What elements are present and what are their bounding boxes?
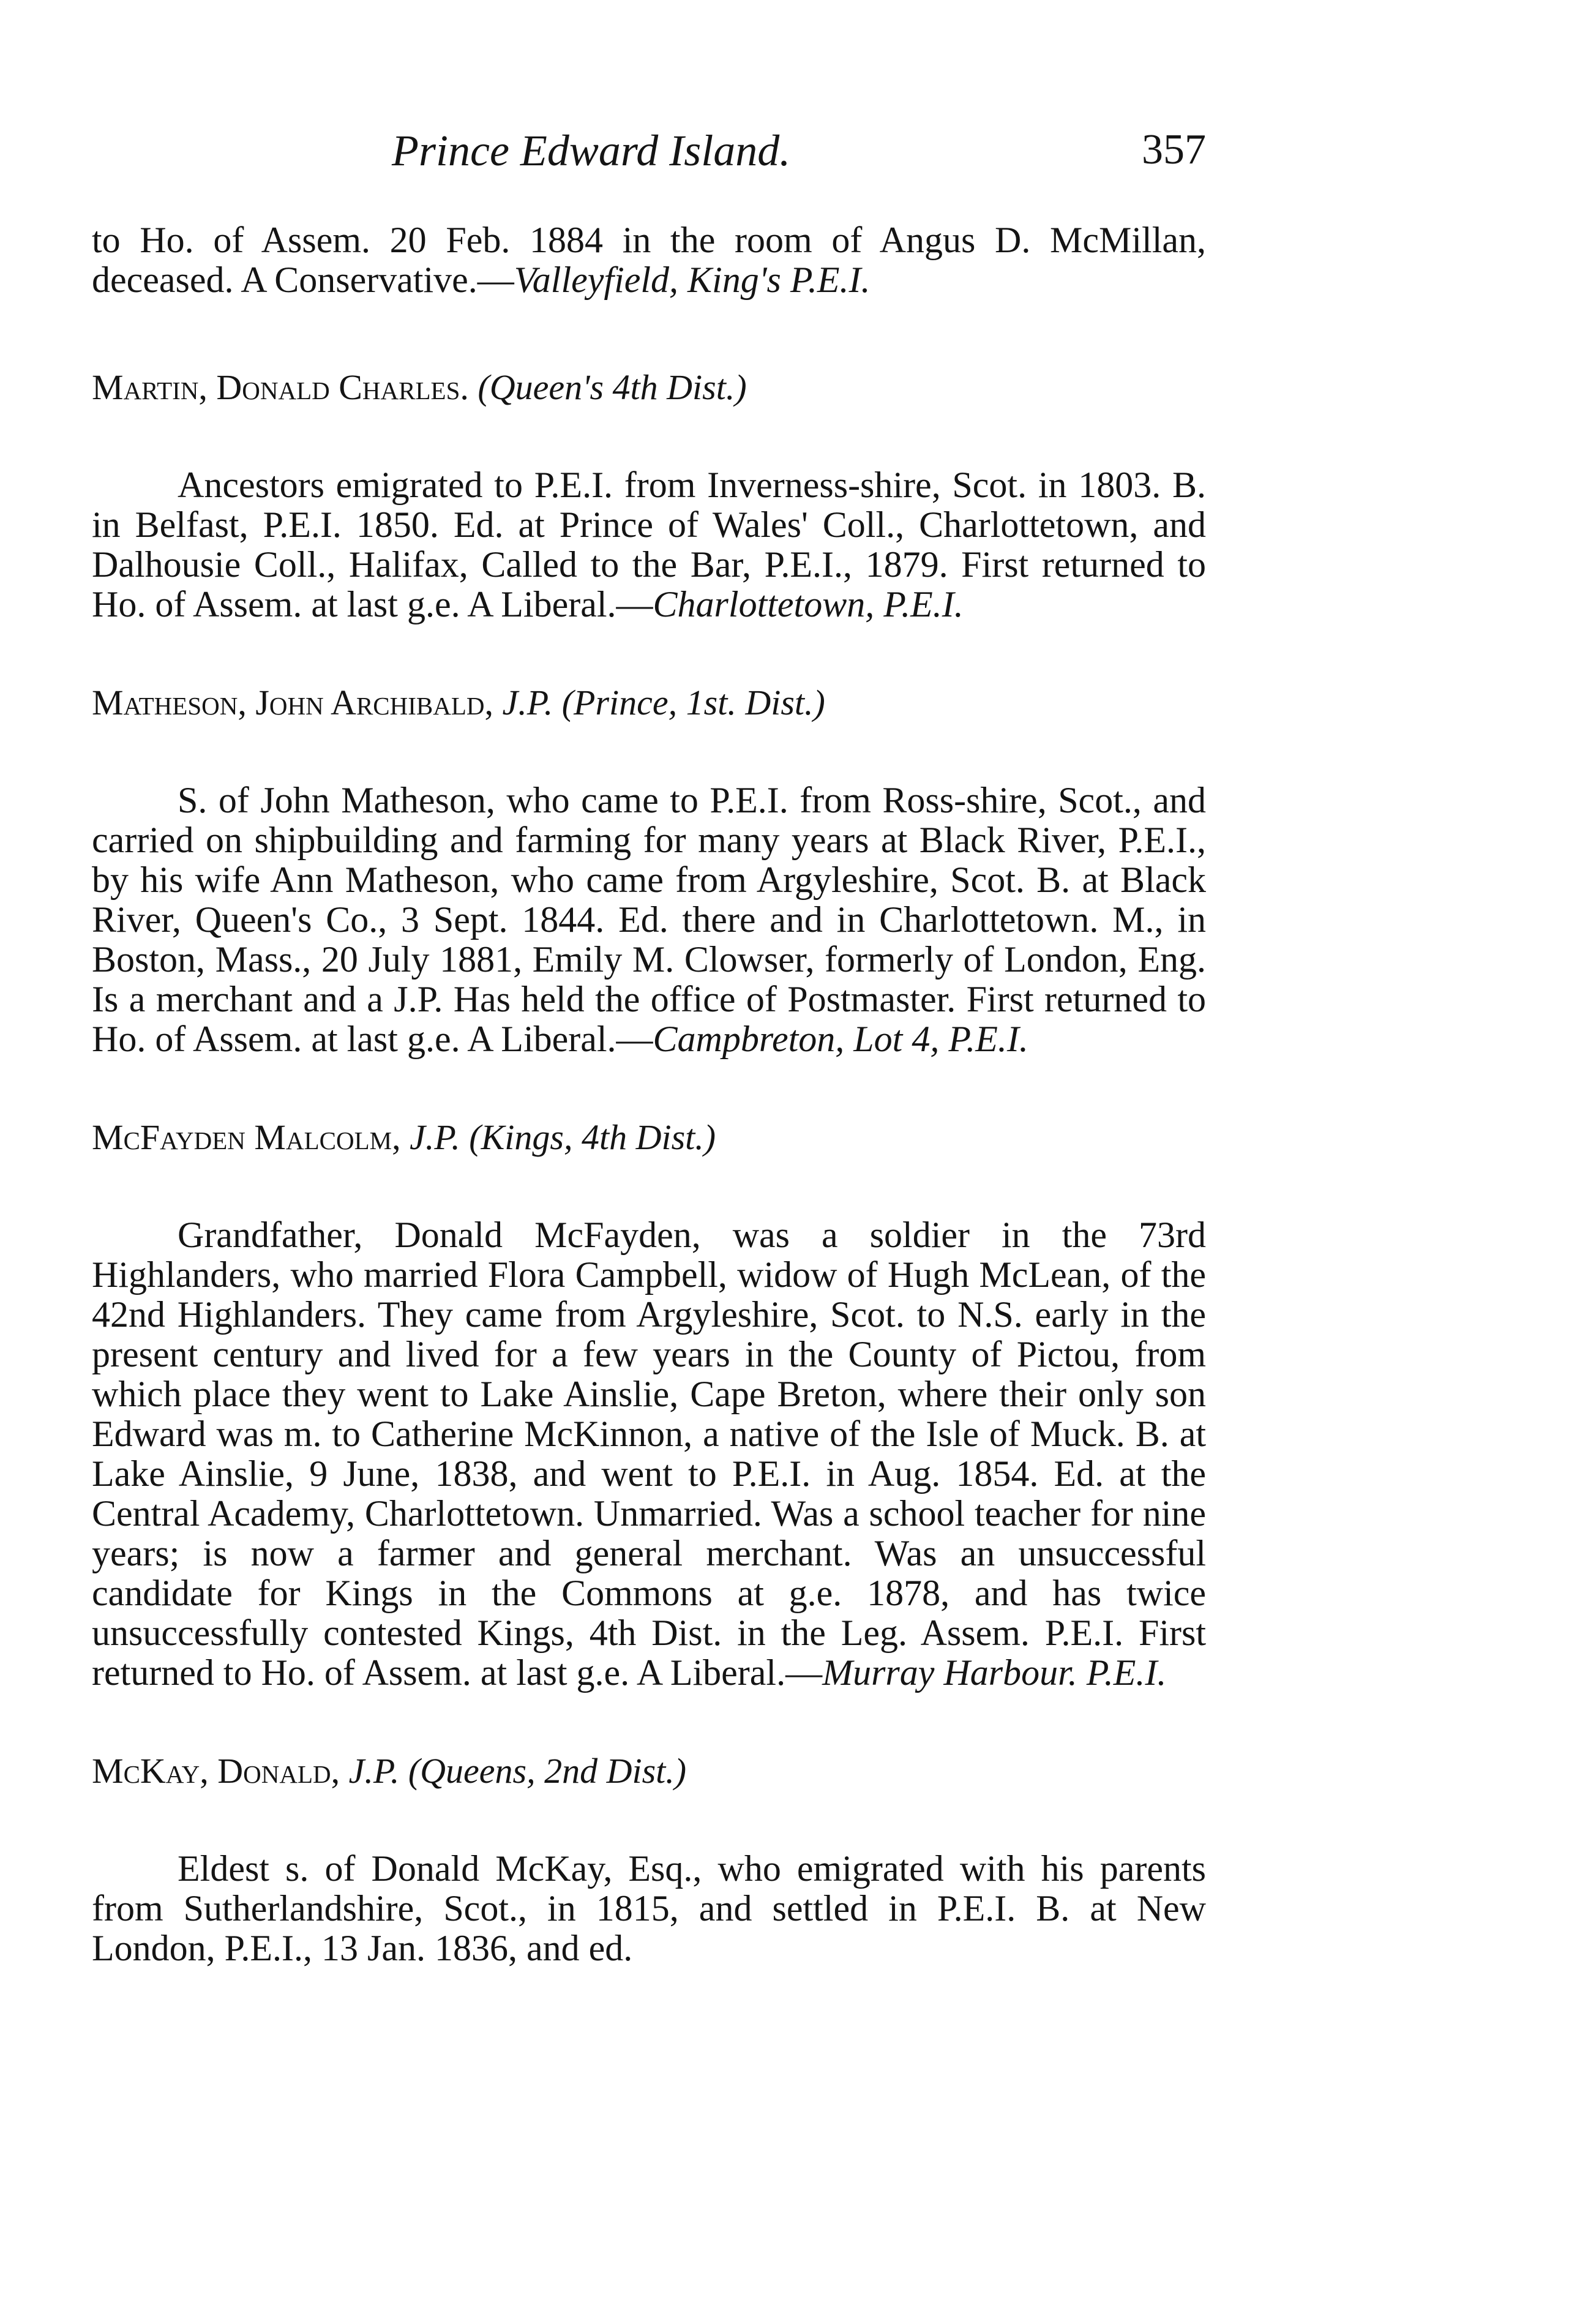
entry-post-nominal: J.P.: [348, 1751, 400, 1791]
page-number: 357: [1142, 126, 1206, 173]
entry-bio-text: Ancestors emigrated to P.E.I. from Inverness-shire, Scot. in 1803. B. in Belfast, P.E.I. 1850. Ed. at Prince of Wales' Coll., Charlottetown, and Dalhousie Coll., Halifax, Called to the Bar, P.E.I., 1879. First returned to Ho. of Assem. at last g.e. A Liberal.—: [92, 465, 1206, 624]
entry-given-names: Donald Charles.: [216, 367, 469, 407]
entry-bio-text: S. of John Matheson, who came to P.E.I. from Ross-shire, Scot., and carried on shipbuilding and farming for many years at Black River, P.E.I., by his wife Ann Matheson, who came from Argyleshire, Scot. B. at Black River, Queen's Co., 3 Sept. 1844. Ed. there and in Charlottetown. M., in Boston, Mass., 20 July 1881, Emily M. Clowser, formerly of London, Eng. Is a merchant and a J.P. Has held the office of Postmaster. First returned to Ho. of Assem. at last g.e. A Liberal.—: [92, 780, 1206, 1059]
entry-given-names: Donald,: [217, 1751, 340, 1791]
text-column: [92, 220, 1206, 2026]
entry-constituency: (Kings, 4th Dist.): [469, 1117, 716, 1157]
entry-constituency: (Queen's 4th Dist.): [478, 367, 747, 407]
continuation-text: to Ho. of Assem. 20 Feb. 1884 in the room of Angus D. McMillan, deceased. A Conservative.—: [92, 220, 1206, 300]
running-head: [92, 126, 1206, 181]
entry-heading: [92, 1117, 1206, 1157]
entry-bio-text: Grandfather, Donald McFayden, was a soldier in the 73rd Highlanders, who married Flora Campbell, widow of Hugh McLean, of the 42nd Highlanders. They came from Argyleshire, Scot. to N.S. early in the present century and lived for a few years in the County of Pictou, from which place they went to Lake Ainslie, Cape Breton, where their only son Edward was m. to Catherine McKinnon, a native of the Isle of Muck. B. at Lake Ainslie, 9 June, 1838, and went to P.E.I. in Aug. 1854. Ed. at the Central Academy, Charlottetown. Unmarried. Was a school teacher for nine years; is now a farmer and general merchant. Was an unsuccessful candidate for Kings in the Commons at g.e. 1878, and has twice unsuccessfully contested Kings, 4th Dist. in the Leg. Assem. P.E.I. First returned to Ho. of Assem. at last g.e. A Liberal.—: [92, 1215, 1206, 1693]
continuation-paragraph: [92, 220, 1206, 300]
entry-constituency: (Prince, 1st. Dist.): [561, 683, 825, 722]
entry-mckay: [92, 1751, 1206, 1968]
entry-heading: [92, 1751, 1206, 1791]
entry-surname: Martin,: [92, 367, 208, 407]
entry-surname: McKay,: [92, 1751, 209, 1791]
entry-heading: [92, 683, 1206, 722]
entry-given-names: Malcolm,: [254, 1117, 401, 1157]
entry-bio-text: Eldest s. of Donald McKay, Esq., who emigrated with his parents from Sutherlandshire, Scot., in 1815, and settled in P.E.I. B. at New London, P.E.I., 13 Jan. 1836, and ed.: [92, 1848, 1206, 1968]
entry-heading: [92, 367, 1206, 407]
entry-constituency: (Queens, 2nd Dist.): [408, 1751, 687, 1791]
entry-biography: [92, 781, 1206, 1059]
entry-address: Murray Harbour. P.E.I.: [822, 1652, 1167, 1693]
continuation-address: Valleyfield, King's P.E.I.: [514, 260, 871, 300]
entry-address: Campbreton, Lot 4, P.E.I.: [653, 1019, 1028, 1059]
entry-surname: McFayden: [92, 1117, 245, 1157]
entry-martin: [92, 367, 1206, 624]
entry-given-names: John Archibald,: [255, 683, 494, 722]
running-title: Prince Edward Island.: [392, 126, 791, 175]
entry-surname: Matheson,: [92, 683, 247, 722]
entry-biography: [92, 465, 1206, 624]
entry-biography: [92, 1849, 1206, 1968]
entry-matheson: [92, 683, 1206, 1059]
entry-address: Charlottetown, P.E.I.: [653, 584, 964, 624]
entry-post-nominal: J.P.: [502, 683, 553, 722]
entry-biography: [92, 1215, 1206, 1693]
entry-post-nominal: J.P.: [410, 1117, 460, 1157]
entry-mcfayden: [92, 1117, 1206, 1693]
